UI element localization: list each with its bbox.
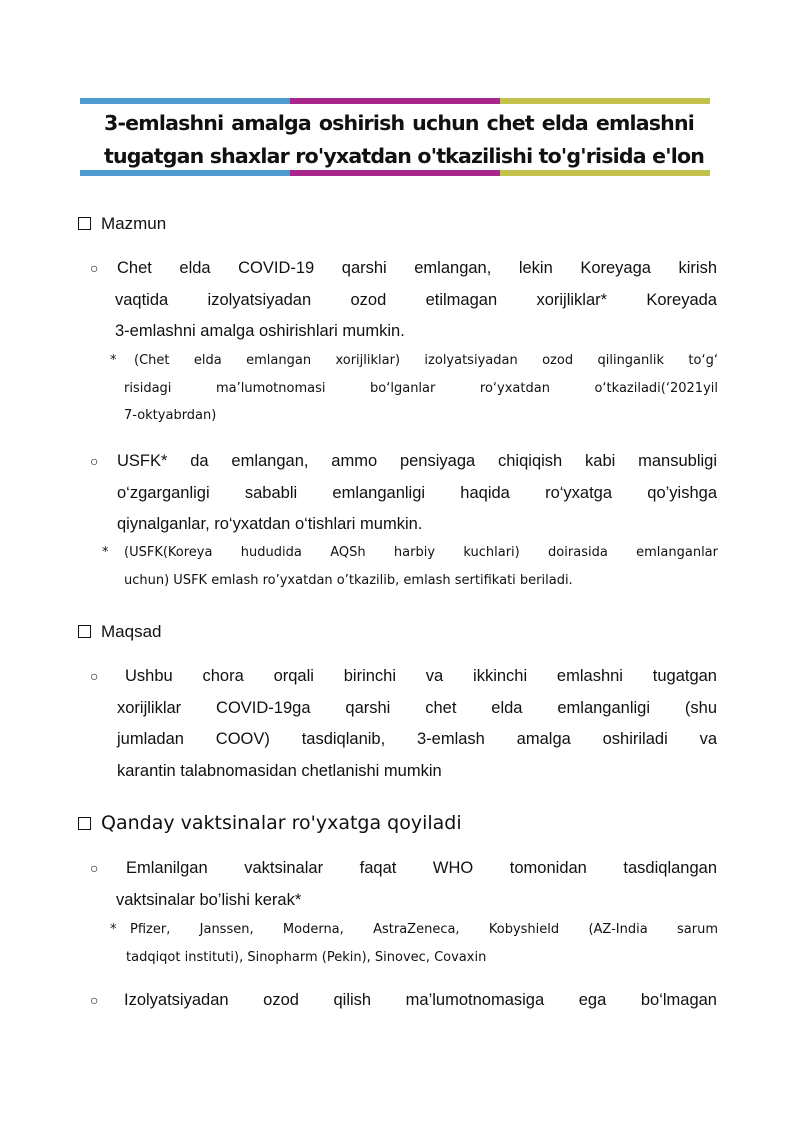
item-text	[124, 985, 717, 1017]
text-line: 3-emlashni amalga oshirishlari mumkin.	[115, 322, 405, 340]
text-line: qiynalganlar, ro‘yxatdan o‘tishlari mumkin.	[117, 515, 423, 533]
note-line: 7-oktyabrdan)	[124, 408, 217, 423]
bar-segment-blue	[80, 98, 290, 104]
text-line: xorijliklar COVID-19ga qarshi chet elda emlanganligi (shu	[117, 698, 717, 717]
title-banner	[80, 98, 710, 178]
bar-segment-purple	[290, 98, 500, 104]
text-line: o‘zgarganligi sababli emlanganligi haqida ro‘yxatga qo’yishga	[117, 483, 717, 502]
item-text	[116, 853, 717, 916]
circle-bullet-icon: ○	[90, 668, 99, 684]
note-line: (Chet elda emlangan xorijliklar) izolyatsiyadan ozod qilinganlik to‘g‘	[134, 353, 718, 368]
circle-bullet-icon: ○	[90, 992, 99, 1008]
title-line-1: 3-emlashni amalga oshirish uchun chet elda emlashni	[104, 111, 694, 135]
item-text	[117, 253, 717, 348]
checkbox-square-icon	[78, 625, 91, 638]
title-line-2: tugatgan shaxlar ro'yxatdan o'tkazilishi to'g'risida e'lon	[104, 144, 705, 168]
text-line: karantin talabnomasidan chetlanishi mumkin	[117, 761, 442, 780]
page-title	[104, 107, 705, 173]
title-bottom-bar	[80, 170, 710, 176]
asterisk-icon: *	[110, 922, 117, 937]
item-text	[117, 661, 717, 787]
note-line: Pfizer, Janssen, Moderna, AstraZeneca, Kobyshield (AZ-India sarum	[130, 922, 718, 937]
text-line: USFK* da emlangan, ammo pensiyaga chiqiqish kabi mansubligi	[117, 452, 717, 470]
section-heading-mazmun	[78, 213, 166, 235]
checkbox-square-icon	[78, 817, 91, 830]
section-heading-text: Mazmun	[101, 214, 167, 233]
circle-bullet-icon: ○	[90, 260, 99, 276]
text-line: Emlanilgan vaktsinalar faqat WHO tomonidan tasdiqlangan	[126, 859, 717, 877]
asterisk-icon: *	[102, 545, 109, 560]
footnote	[110, 347, 718, 431]
title-top-bar	[80, 98, 710, 104]
bar-segment-blue	[80, 170, 290, 176]
section-heading-vaktsinalar	[78, 812, 462, 834]
text-line: Izolyatsiyadan ozod qilish ma’lumotnomasiga ega bo‘lmagan	[124, 991, 717, 1009]
footnote	[102, 539, 718, 595]
checkbox-square-icon	[78, 217, 91, 230]
bar-segment-purple	[290, 170, 500, 176]
asterisk-icon: *	[110, 353, 117, 368]
circle-bullet-icon: ○	[90, 453, 99, 469]
section-heading-text: Qanday vaktsinalar ro'yxatga qoyiladi	[101, 812, 462, 834]
note-line: risidagi ma’lumotnomasi bo‘lganlar ro‘yxatdan o‘tkaziladi(‘2021yil	[124, 380, 718, 396]
section-heading-text: Maqsad	[101, 622, 162, 641]
item-text	[117, 446, 717, 541]
note-line: tadqiqot instituti), Sinopharm (Pekin), Sinovec, Covaxin	[126, 949, 487, 965]
text-line: vaktsinalar bo’lishi kerak*	[116, 890, 302, 909]
bar-segment-olive	[500, 98, 710, 104]
footnote	[110, 916, 718, 972]
text-line: jumladan COOV) tasdiqlanib, 3-emlash amalga oshiriladi va	[117, 730, 717, 748]
text-line: Ushbu chora orqali birinchi va ikkinchi emlashni tugatgan	[125, 667, 717, 685]
note-line: uchun) USFK emlash ro’yxatdan o’tkazilib, emlash sertifikati beriladi.	[124, 572, 573, 588]
bar-segment-olive	[500, 170, 710, 176]
text-line: vaqtida izolyatsiyadan ozod etilmagan xorijliklar* Koreyada	[115, 290, 717, 309]
circle-bullet-icon: ○	[90, 860, 99, 876]
section-heading-maqsad	[78, 621, 161, 643]
text-line: Chet elda COVID-19 qarshi emlangan, lekin Koreyaga kirish	[117, 259, 717, 277]
note-line: (USFK(Koreya hududida AQSh harbiy kuchlari) doirasida emlanganlar	[124, 545, 718, 560]
